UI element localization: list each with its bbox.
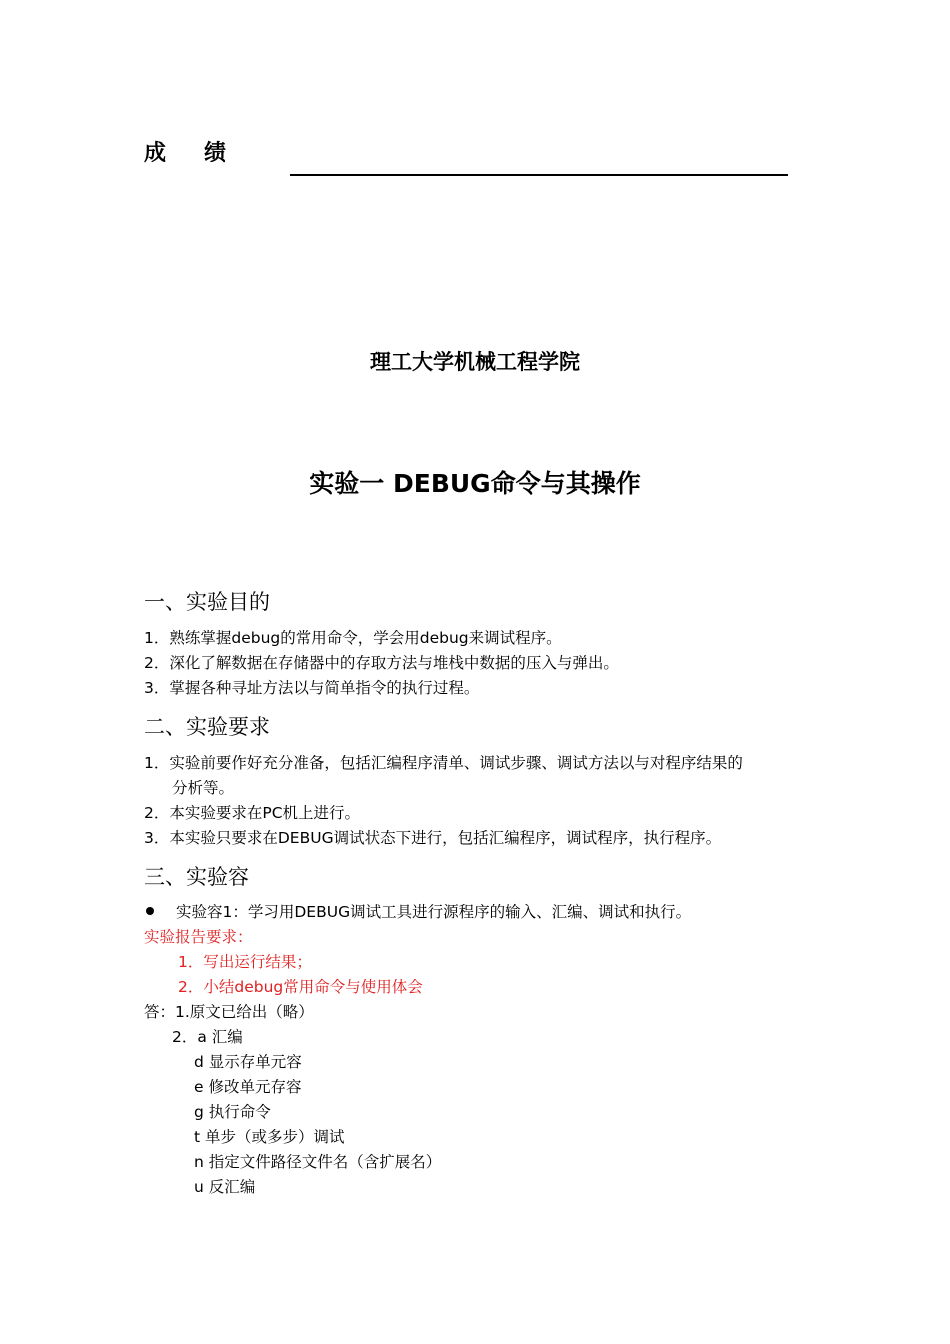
bullet-icon: [146, 907, 154, 915]
command-item: d 显示存单元容: [194, 1053, 302, 1071]
report-item-1: 1．写出运行结果；: [178, 953, 312, 971]
document-title: 实验一 DEBUG命令与其操作: [309, 469, 641, 498]
command-item: g 执行命令: [194, 1103, 271, 1121]
grade-underline: [290, 174, 788, 176]
command-item: e 修改单元存容: [194, 1078, 302, 1096]
report-label: 实验报告要求：: [144, 928, 253, 946]
command-item: u 反汇编: [194, 1178, 256, 1196]
section-heading-objectives: 一、实验目的: [144, 590, 270, 614]
grade-label: [144, 136, 226, 167]
command-item: n 指定文件路径文件名（含扩展名）: [194, 1153, 442, 1171]
content-bullet: [146, 901, 691, 923]
objective-item-2: 2．深化了解数据在存储器中的存取方法与堆栈中数据的压入与弹出。: [144, 654, 619, 672]
section-heading-requirements: 二、实验要求: [144, 715, 270, 739]
requirement-item-2: 2．本实验要求在PC机上进行。: [144, 804, 361, 822]
objective-item-1: 1．熟练掌握debug的常用命令，学会用debug来调试程序。: [144, 629, 562, 647]
content-bullet-text: 实验容1：学习用DEBUG调试工具进行源程序的输入、汇编、调试和执行。: [176, 903, 692, 921]
objective-item-3: 3．掌握各种寻址方法以与简单指令的执行过程。: [144, 679, 480, 697]
grade-label-char-2: 绩: [204, 141, 227, 166]
answer-line-2: 2．a 汇编: [172, 1028, 243, 1046]
section-heading-content: 三、实验容: [144, 865, 249, 889]
school-name: 理工大学机械工程学院: [370, 350, 580, 374]
command-item: t 单步（或多步）调试: [194, 1128, 345, 1146]
requirement-item-1: 1．实验前要作好充分准备，包括汇编程序清单、调试步骤、调试方法以与对程序结果的: [144, 754, 743, 772]
answer-line-1: 答：1.原文已给出（略）: [144, 1003, 314, 1021]
requirement-item-3: 3．本实验只要求在DEBUG调试状态下进行，包括汇编程序，调试程序，执行程序。: [144, 829, 722, 847]
report-item-2: 2．小结debug常用命令与使用体会: [178, 978, 423, 996]
grade-label-char-1: 成: [144, 141, 167, 166]
requirement-item-1-cont: 分析等。: [172, 779, 235, 797]
